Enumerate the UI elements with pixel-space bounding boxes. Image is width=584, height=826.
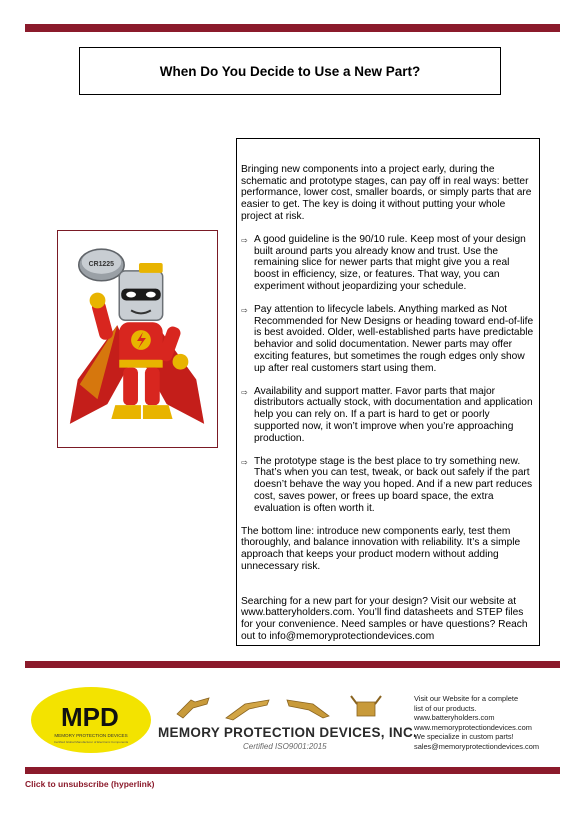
top-accent-bar — [25, 24, 560, 32]
bullet-item — [241, 456, 535, 515]
call-to-action-paragraph: Searching for a new part for your design? Visit our website at www.batteryholders.com. You’ll find datasheets and STEP files for your convenience. Need samples or have questions? Reach out to info@memoryprotectiondevices.com — [241, 595, 528, 642]
bullet-text: A good guideline is the 90/10 rule. Keep most of your design built around parts you already know and trust. Use the remaining slice for newer parts that might give you a real boost in efficiency, size, or features. That way, you can experiment without jeopardizing your schedule. — [254, 234, 526, 292]
company-name: MEMORY PROTECTION DEVICES, INC. — [158, 725, 418, 740]
website-link[interactable]: www.memoryprotectiondevices.com — [414, 722, 532, 732]
arrow-right-icon: ⇨ — [241, 457, 248, 467]
certification-text: Certified ISO9001:2015 — [243, 742, 327, 751]
battery-tab-image — [347, 692, 385, 722]
battery-spring-contact-image — [283, 694, 333, 722]
bullet-text: Pay attention to lifecycle labels. Anything marked as Not Recommended for New Designs or heading toward end-of-life is best avoided. Older, well-established parts have predictable behavior and solid documentation. Newer parts may offer exciting features, but sometimes the rough edges only show up after real customers start using them. — [254, 304, 534, 374]
contact-line: Visit our Website for a complete — [414, 694, 519, 703]
bullet-text: Availability and support matter. Favor parts that major distributors actually stock, with documentation and application help you can rely on. If a part is hard to get or poorly supported now, it won’t improve when you’re approaching production. — [254, 385, 533, 444]
sales-email-link[interactable]: sales@memoryprotectiondevices.com — [414, 741, 539, 751]
footer-top-bar — [25, 661, 560, 668]
contact-line: We specialize in custom parts! — [414, 732, 514, 742]
website-link[interactable]: www.batteryholders.com — [414, 713, 495, 723]
arrow-right-icon: ⇨ — [241, 306, 248, 316]
bullet-item — [241, 234, 535, 293]
mpd-logo[interactable] — [30, 686, 152, 754]
arrow-right-icon: ⇨ — [241, 387, 248, 397]
hero-illustration-frame — [57, 230, 218, 448]
title-box — [79, 47, 501, 95]
battery-clip-image — [173, 694, 213, 722]
article-body — [236, 138, 540, 646]
unsubscribe-link[interactable]: Click to unsubscribe (hyperlink) — [25, 779, 155, 789]
bullet-item — [241, 386, 535, 445]
bottom-line-paragraph: The bottom line: introduce new components early, test them thoroughly, and balance innovation with reliability. It’s a simple approach that keeps your product modern without adding unnecessary risk. — [241, 525, 521, 572]
mpd-logo-tagline: Certified Global Manufacturer of Electronic Components — [53, 740, 129, 744]
footer — [25, 680, 560, 760]
hero-badge: CR1225 — [88, 260, 114, 268]
contact-block — [414, 694, 539, 752]
bullet-item — [241, 304, 535, 374]
mpd-logo-text: MPD — [61, 702, 119, 732]
battery-superhero-illustration — [58, 231, 217, 447]
arrow-right-icon: ⇨ — [241, 236, 248, 246]
contact-line: list of our products. — [414, 703, 477, 713]
bullet-text: The prototype stage is the best place to try something new. That’s when you can test, tweak, or back out safely if the part doesn’t behave the way you hoped. And if a new part reduces cost, saves power, or frees up board space, the extra evaluation is often worth it. — [254, 455, 533, 514]
battery-contact-image — [223, 696, 273, 722]
page-title: When Do You Decide to Use a New Part? — [159, 63, 421, 79]
footer-bottom-bar — [25, 767, 560, 774]
intro-paragraph: Bringing new components into a project early, during the schematic and prototype stages, can pay off in real ways: better performance, lower cost, smaller boards, or simply parts that are easier to get. The key is doing it without putting your whole project at risk. — [241, 164, 532, 222]
mpd-logo-subtitle: MEMORY PROTECTION DEVICES — [54, 733, 128, 738]
